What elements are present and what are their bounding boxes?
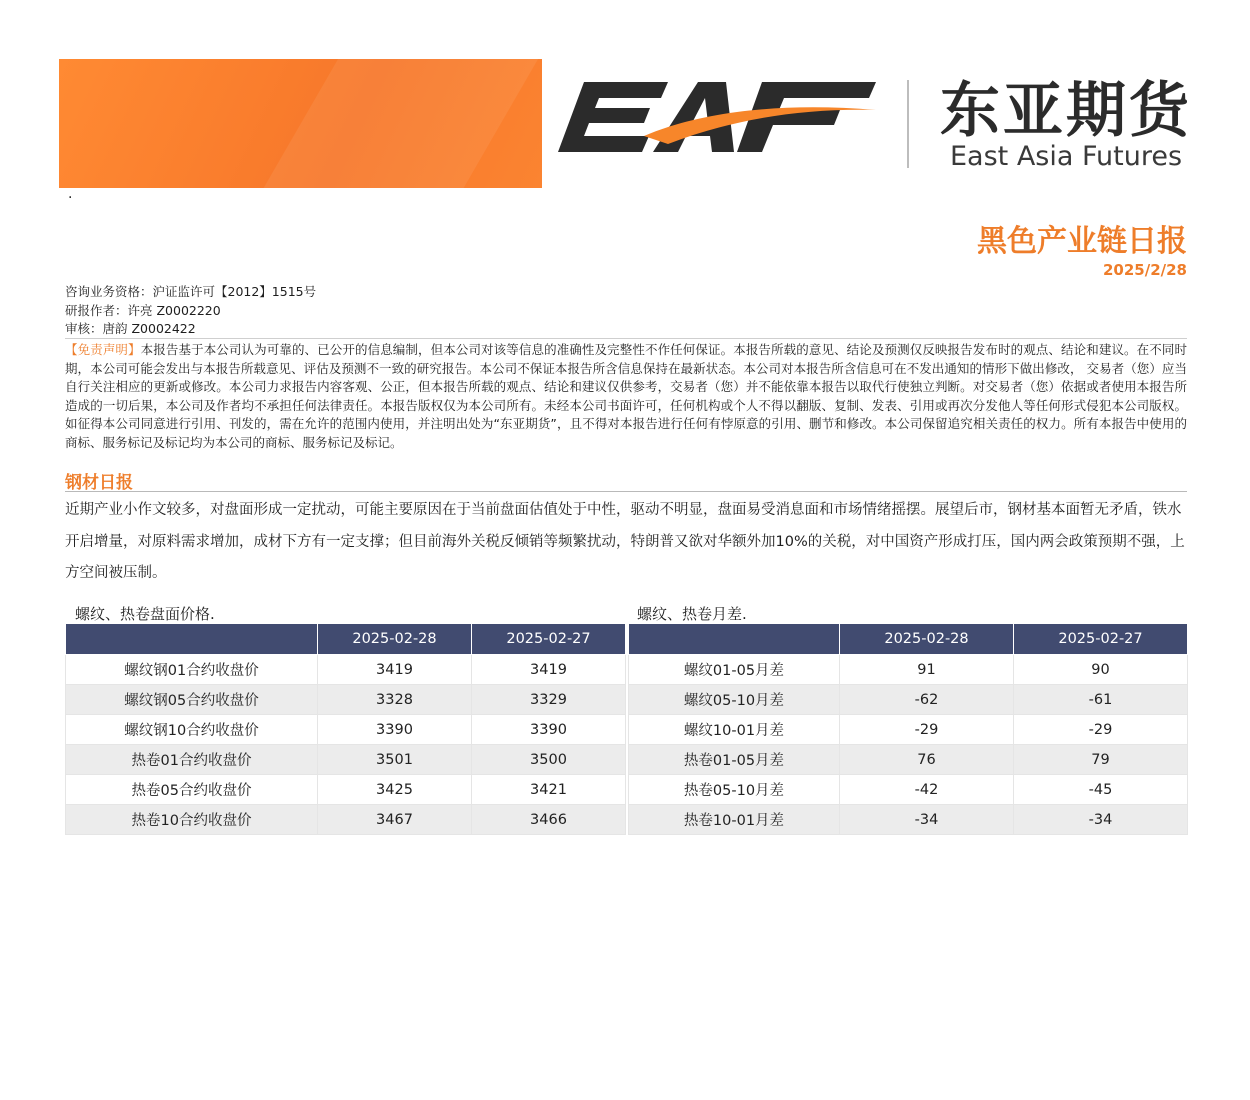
row-label: 螺纹钢10合约收盘价 <box>66 715 318 745</box>
value-cell: -34 <box>840 805 1014 835</box>
value-cell: 3467 <box>318 805 472 835</box>
header-cell <box>66 624 318 655</box>
row-label: 热卷05-10月差 <box>629 775 840 805</box>
value-cell: 3390 <box>472 715 626 745</box>
value-cell: 3419 <box>472 655 626 685</box>
report-date: 2025/2/28 <box>1102 261 1187 279</box>
section-divider <box>65 491 1187 492</box>
value-cell: 3419 <box>318 655 472 685</box>
row-label: 热卷05合约收盘价 <box>66 775 318 805</box>
value-cell: 3421 <box>472 775 626 805</box>
value-cell: -42 <box>840 775 1014 805</box>
logo-divider <box>907 80 909 168</box>
row-label: 热卷10合约收盘价 <box>66 805 318 835</box>
section-title: 钢材日报 <box>65 473 133 493</box>
table-row <box>629 805 1188 835</box>
row-label: 螺纹05-10月差 <box>629 685 840 715</box>
table-row <box>66 745 626 775</box>
value-cell: 90 <box>1014 655 1188 685</box>
value-cell: 3500 <box>472 745 626 775</box>
value-cell: 3328 <box>318 685 472 715</box>
table-row <box>66 775 626 805</box>
row-label: 热卷10-01月差 <box>629 805 840 835</box>
company-name-cn: 东亚期货 <box>940 76 1192 146</box>
analysis-paragraph: 近期产业小作文较多，对盘面形成一定扰动，可能主要原因在于当前盘面估值处于中性，驱动不明显，盘面易受消息面和市场情绪摇摆。展望后市，钢材基本面暂无矛盾，铁水开启增量，对原料需求增加，成材下方有一定支撑；但目前海外关税反倾销等频繁扰动，特朗普又欲对华额外加10%的关税，对中国资产形成打压，国内两会政策预期不强，上方空间被压制。 <box>65 502 1185 581</box>
value-cell: 3390 <box>318 715 472 745</box>
row-label: 热卷01-05月差 <box>629 745 840 775</box>
value-cell: -61 <box>1014 685 1188 715</box>
row-label: 热卷01合约收盘价 <box>66 745 318 775</box>
table-row <box>66 715 626 745</box>
eaf-logo-mark <box>550 74 880 166</box>
spread-table-caption: 螺纹、热卷月差. <box>637 605 747 623</box>
header-cell: 2025-02-27 <box>472 624 626 655</box>
disclaimer <box>65 341 1187 453</box>
value-cell: 3425 <box>318 775 472 805</box>
table-row <box>629 745 1188 775</box>
value-cell: 91 <box>840 655 1014 685</box>
value-cell: 76 <box>840 745 1014 775</box>
reviewer-line: 审核：唐韵 Z0002422 <box>65 321 196 336</box>
header-cell <box>629 624 840 655</box>
value-cell: 3501 <box>318 745 472 775</box>
table-row <box>629 685 1188 715</box>
meta-divider <box>65 338 1187 339</box>
value-cell: -62 <box>840 685 1014 715</box>
value-cell: 79 <box>1014 745 1188 775</box>
bullet-dot: · <box>68 190 73 206</box>
value-cell: 3466 <box>472 805 626 835</box>
qualification-line: 咨询业务资格：沪证监许可【2012】1515号 <box>65 284 317 299</box>
table-header-row <box>66 624 626 655</box>
disclaimer-tag: 【免责声明】 <box>65 342 141 357</box>
header-cell: 2025-02-28 <box>318 624 472 655</box>
price-table-caption: 螺纹、热卷盘面价格. <box>75 605 215 623</box>
disclaimer-text: 本报告基于本公司认为可靠的、已公开的信息编制，但本公司对该等信息的准确性及完整性不作任何保证。本报告所载的意见、结论及预测仅反映报告发布时的观点、结论和建议。在不同时期，本公司可能会发出与本报告所载意见、评估及预测不一致的研究报告。本公司不保证本报告所含信息保持在最新状态。本公司对本报告所含信息可在不发出通知的情形下做出修改， 交易者（您）应当自行关注相应的更新或修改。本公司力求报告内容客观、公正，但本报告所载的观点、结论和建议仅供参考，交易者（您）并不能依靠本报告以取代行使独立判断。对交易者（您）依据或者使用本报告所造成的一切后果，本公司及作者均不承担任何法律责任。本报告版权仅为本公司所有。未经本公司书面许可，任何机构或个人不得以翻版、复制、发表、引用或再次分发他人等任何形式侵犯本公司版权。如征得本公司同意进行引用、刊发的，需在允许的范围内使用，并注明出处为“东亚期货”，且不得对本报告进行任何有悖原意的引用、删节和修改。本公司保留追究相关责任的权力。所有本报告中使用的商标、服务标记及标记均为本公司的商标、服务标记及标记。 <box>65 342 1187 450</box>
row-label: 螺纹钢01合约收盘价 <box>66 655 318 685</box>
report-title: 黑色产业链日报 <box>977 224 1187 259</box>
value-cell: -45 <box>1014 775 1188 805</box>
header-cell: 2025-02-27 <box>1014 624 1188 655</box>
table-row <box>629 775 1188 805</box>
table-header-row <box>629 624 1188 655</box>
table-row <box>629 655 1188 685</box>
report-meta <box>65 283 316 339</box>
spread-table <box>628 623 1188 835</box>
table-row <box>66 655 626 685</box>
author-line: 研报作者：许亮 Z0002220 <box>65 302 221 318</box>
table-row <box>66 805 626 835</box>
table-row <box>629 715 1188 745</box>
company-name-en: East Asia Futures <box>950 141 1183 172</box>
row-label: 螺纹钢05合约收盘价 <box>66 685 318 715</box>
table-row <box>66 685 626 715</box>
value-cell: 3329 <box>472 685 626 715</box>
row-label: 螺纹10-01月差 <box>629 715 840 745</box>
value-cell: -29 <box>840 715 1014 745</box>
orange-banner <box>59 59 542 188</box>
price-table <box>65 623 626 835</box>
row-label: 螺纹01-05月差 <box>629 655 840 685</box>
header-cell: 2025-02-28 <box>840 624 1014 655</box>
value-cell: -34 <box>1014 805 1188 835</box>
value-cell: -29 <box>1014 715 1188 745</box>
